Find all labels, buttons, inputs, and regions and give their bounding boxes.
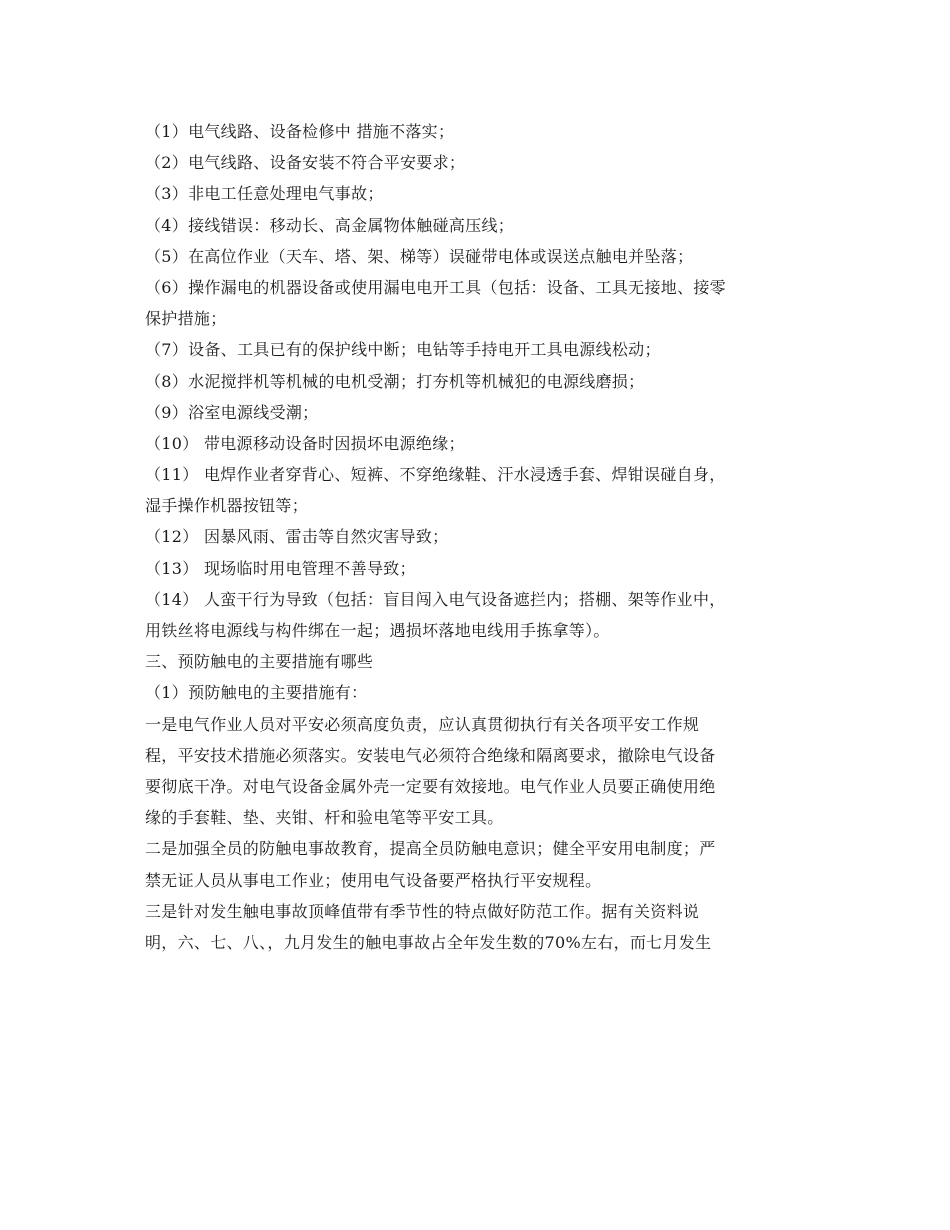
list-item-3: （3）非电工任意处理电气事故； <box>145 184 384 204</box>
list-item-14: （14） 人蛮干行为导致（包括：盲目闯入电气设备遮拦内；搭棚、架等作业中， <box>145 589 726 609</box>
paragraph-3-line-1: 三是针对发生触电事故顶峰值带有季节性的特点做好防范工作。据有关资料说 <box>145 901 700 921</box>
list-item-2: （2）电气线路、设备安装不符合平安要求； <box>145 153 466 173</box>
list-item-10: （10） 带电源移动设备时因损坏电源绝缘； <box>145 433 465 453</box>
paragraph-2-line-2: 禁无证人员从事电工作业；使用电气设备要严格执行平安规程。 <box>145 870 602 890</box>
list-item-8: （8）水泥搅拌机等机械的电机受潮；打夯机等机械犯的电源线磨损； <box>145 371 645 391</box>
list-item-6-continuation: 保护措施； <box>145 309 227 329</box>
list-item-11-continuation: 湿手操作机器按钮等； <box>145 496 309 516</box>
section-heading: 三、预防触电的主要措施有哪些 <box>145 652 374 672</box>
list-item-9: （9）浴室电源线受潮； <box>145 402 319 422</box>
list-item-6: （6）操作漏电的机器设备或使用漏电电开工具（包括：设备、工具无接地、接零 <box>145 277 726 297</box>
list-item-5: （5）在高位作业（天车、塔、架、梯等）误碰带电体或误送点触电并坠落； <box>145 246 694 266</box>
paragraph-2-line-1: 二是加强全员的防触电事故教育，提高全员防触电意识；健全平安用电制度；严 <box>145 839 716 859</box>
paragraph-3-line-2: 明，六、七、八、，九月发生的触电事故占全年发生数的70%左右，而七月发生 <box>145 932 712 952</box>
paragraph-1-line-1: 一是电气作业人员对平安必须高度负责，应认真贯彻执行有关各项平安工作规 <box>145 714 700 734</box>
paragraph-1-line-4: 缘的手套鞋、垫、夹钳、杆和验电笔等平安工具。 <box>145 808 504 828</box>
list-item-11: （11） 电焊作业者穿背心、短裤、不穿绝缘鞋、汗水浸透手套、焊钳误碰自身， <box>145 465 726 485</box>
document-body <box>145 116 815 958</box>
list-item-4: （4）接线错误：移动长、高金属物体触碰高压线； <box>145 215 515 235</box>
list-item-13: （13） 现场临时用电管理不善导致； <box>145 558 416 578</box>
list-item-7: （7）设备、工具已有的保护线中断；电钻等手持电开工具电源线松动； <box>145 340 661 360</box>
paragraph-1-line-2: 程，平安技术措施必须落实。安装电气必须符合绝缘和隔离要求，撤除电气设备 <box>145 745 716 765</box>
list-item-12: （12） 因暴风雨、雷击等自然灾害导致； <box>145 527 449 547</box>
list-item-14-continuation: 用铁丝将电源线与构件绑在一起；遇损坏落地电线用手拣拿等）。 <box>145 621 610 640</box>
list-item-1: （1）电气线路、设备检修中 措施不落实； <box>145 122 455 141</box>
subsection-heading: （1）预防触电的主要措施有： <box>145 683 368 703</box>
paragraph-1-line-3: 要彻底干净。对电气设备金属外壳一定要有效接地。电气作业人员要正确使用绝 <box>145 776 716 796</box>
